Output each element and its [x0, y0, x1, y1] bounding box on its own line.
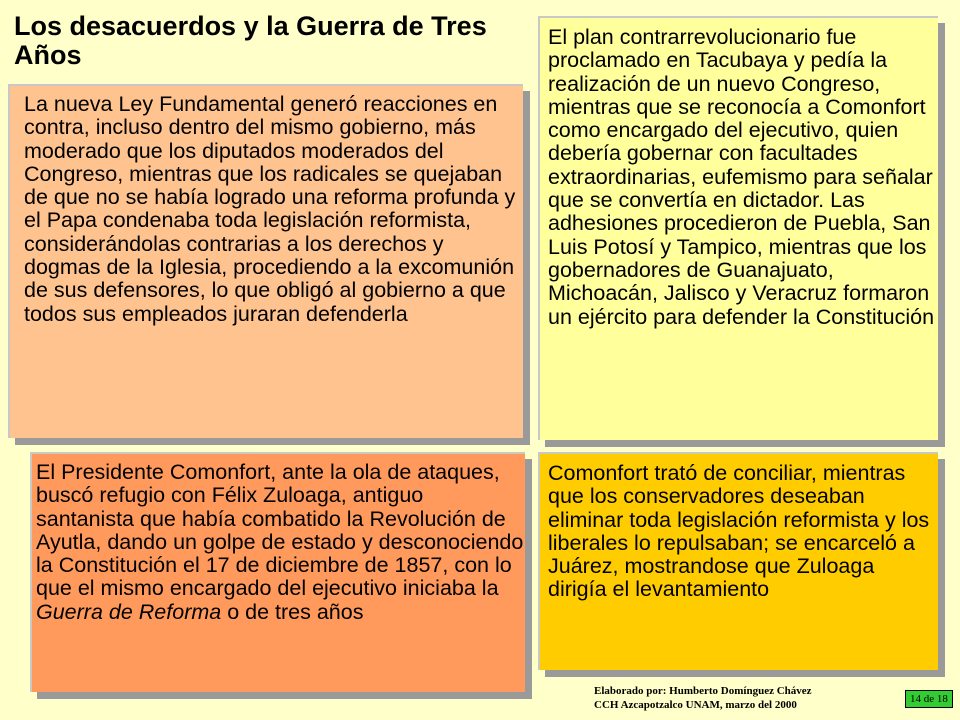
- guerra-de-reforma-italic: Guerra de Reforma: [36, 599, 222, 624]
- page-number-badge[interactable]: 14 de 18: [905, 690, 953, 708]
- ley-fundamental-text: La nueva Ley Fundamental generó reacciones en contra, incluso dentro del mismo gobierno, más moderado que los diputados moderados del Congreso, mientras que los radicales se quejaban de que no se había logrado una reforma profunda y el Papa condenaba toda legislación reformista, considerándolas contrarias a los derechos y dogmas de la Iglesia, procediendo a la excomunión de sus defensores, lo que obligó al gobierno a que todos sus empleados juraran defenderla: [24, 92, 516, 326]
- comonfort-golpe-text: [36, 461, 525, 624]
- text-box-plan-tacubaya: [538, 16, 938, 440]
- text-box-comonfort-golpe: [30, 452, 525, 692]
- text-box-ley-fundamental: [8, 84, 523, 438]
- comonfort-golpe-main: El Presidente Comonfort, ante la ola de ataques, buscó refugio con Félix Zuloaga, antiguo santanista que había combatido la Revolución de Ayutla, dando un golpe de estado y desconociendo la Constitución el 17 de diciembre de 1857, con lo que el mismo encargado del ejecutivo iniciaba la: [36, 460, 524, 601]
- credit-line-author: Elaborado por: Humberto Domínguez Chávez: [594, 685, 812, 697]
- slide-title: Los desacuerdos y la Guerra de Tres Años: [14, 11, 487, 70]
- author-credit: [594, 684, 894, 712]
- plan-tacubaya-text: El plan contrarrevolucionario fue proclamado en Tacubaya y pedía la realización de un nuevo Congreso, mientras que se reconocía a Comonfort como encargado del ejecutivo, quien debería gobernar con facultades extraordinarias, eufemismo para señalar que se convertía en dictador. Las adhesiones procedieron de Puebla, San Luis Potosí y Tampico, mientras que los gobernadores de Guanajuato, Michoacán, Jalisco y Veracruz formaron un ejército para defender la Constitución: [548, 25, 935, 329]
- credit-line-institution: CCH Azcapotzalco UNAM, marzo del 2000: [594, 699, 797, 711]
- conciliar-text: Comonfort trató de conciliar, mientras que los conservadores deseaban eliminar toda legislación reformista y los liberales lo repulsaban; se encarceló a Juárez, mostrandose que Zuloaga dirigía el levantamiento: [548, 461, 930, 602]
- comonfort-golpe-tail: o de tres años: [227, 599, 364, 624]
- text-box-conciliar: [538, 452, 938, 670]
